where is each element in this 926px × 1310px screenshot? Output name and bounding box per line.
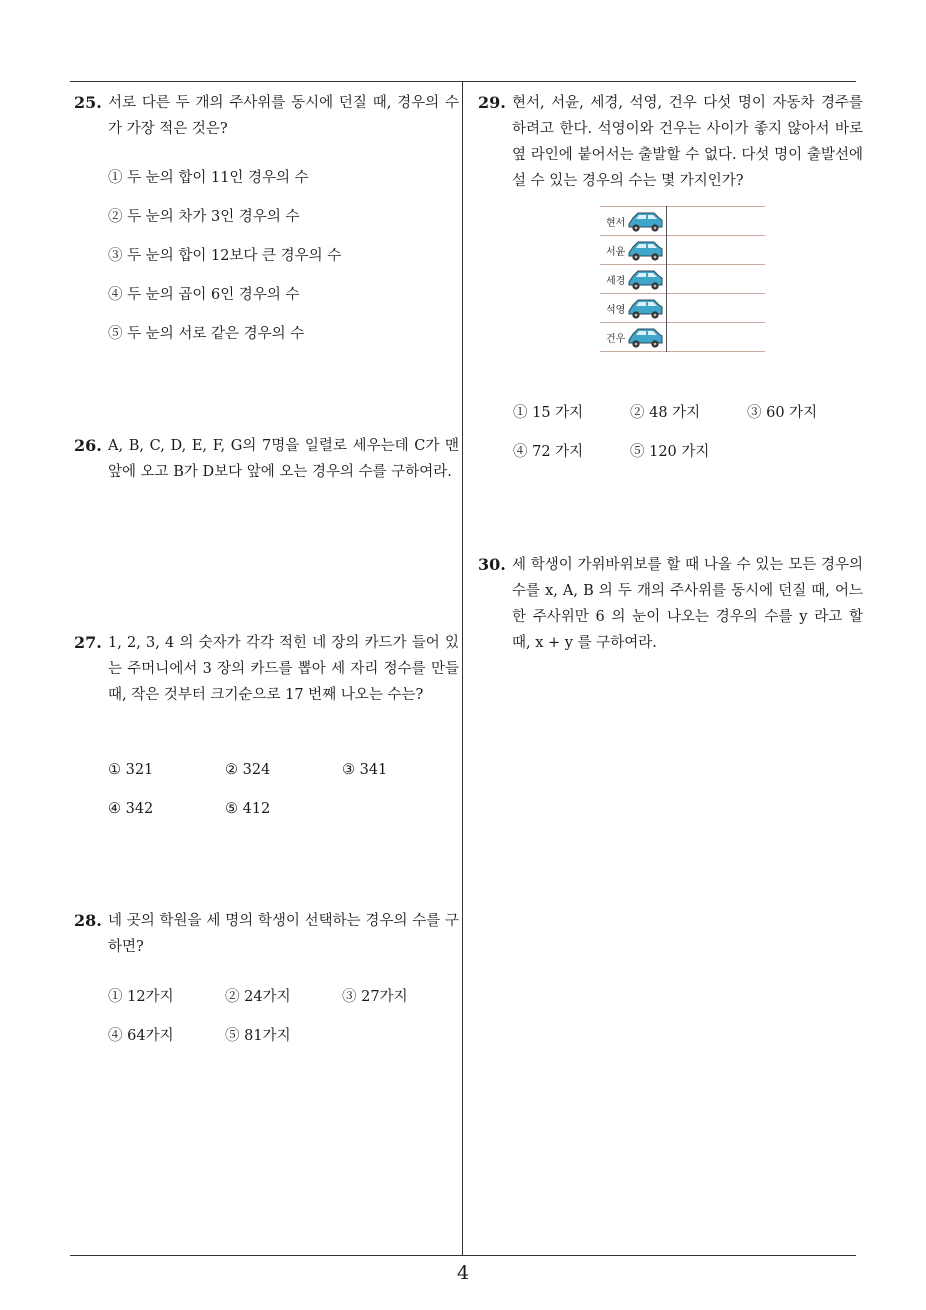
choice-3[interactable]: ③ 27가지	[342, 989, 408, 1005]
question-number: 27.	[74, 633, 102, 652]
choice-2[interactable]: ② 두 눈의 차가 3인 경우의 수	[108, 209, 300, 225]
question-stem: 네 곳의 학원을 세 명의 학생이 선택하는 경우의 수를 구하면?	[108, 913, 459, 955]
question-number: 26.	[74, 436, 102, 455]
page-number: 4	[456, 1262, 470, 1284]
question-29	[478, 90, 863, 194]
question-number: 29.	[478, 93, 506, 112]
choice-2[interactable]: ② 324	[225, 762, 271, 778]
question-27	[74, 630, 459, 708]
choice-4[interactable]: ④ 64가지	[108, 1028, 174, 1044]
lane-row	[600, 294, 765, 322]
racer-name: 건우	[606, 334, 626, 345]
car-icon	[626, 296, 664, 320]
question-28	[74, 908, 459, 960]
choice-4[interactable]: ④ 342	[108, 801, 154, 817]
question-stem: A, B, C, D, E, F, G의 7명을 일렬로 세우는데 C가 맨 앞에 오고 B가 D보다 앞에 오는 경우의 수를 구하여라.	[108, 438, 459, 480]
choice-2[interactable]: ② 24가지	[225, 989, 291, 1005]
choice-1[interactable]: ① 15 가지	[513, 405, 584, 421]
column-divider	[462, 82, 463, 1255]
question-stem: 세 학생이 가위바위보를 할 때 나올 수 있는 모든 경우의 수를 x, A, B 의 두 개의 주사위를 동시에 던질 때, 어느 한 주사위만 6 의 눈이 나오는 경우의 수를 y 라고 할 때, x + y 를 구하여라.	[512, 557, 863, 651]
question-30	[478, 552, 863, 656]
car-icon	[626, 325, 664, 349]
choice-1[interactable]: ① 두 눈의 합이 11인 경우의 수	[108, 170, 309, 186]
question-25	[74, 90, 459, 142]
lane-row	[600, 236, 765, 264]
top-rule	[70, 81, 856, 82]
car-icon	[626, 267, 664, 291]
race-lane-figure	[600, 206, 765, 352]
racer-name: 석영	[606, 305, 626, 316]
choice-5[interactable]: ⑤ 81가지	[225, 1028, 291, 1044]
choice-4[interactable]: ④ 72 가지	[513, 444, 584, 460]
question-number: 25.	[74, 93, 102, 112]
choice-3[interactable]: ③ 두 눈의 합이 12보다 큰 경우의 수	[108, 248, 342, 264]
question-stem: 서로 다른 두 개의 주사위를 동시에 던질 때, 경우의 수가 가장 적은 것은?	[108, 95, 459, 137]
choice-5[interactable]: ⑤ 412	[225, 801, 271, 817]
bottom-rule	[70, 1255, 856, 1256]
choice-5[interactable]: ⑤ 두 눈의 서로 같은 경우의 수	[108, 326, 305, 342]
choice-3[interactable]: ③ 60 가지	[747, 405, 818, 421]
car-icon	[626, 209, 664, 233]
racer-name: 세경	[606, 276, 626, 287]
lane-row	[600, 265, 765, 293]
choice-3[interactable]: ③ 341	[342, 762, 388, 778]
question-26	[74, 433, 459, 485]
lane-line	[600, 351, 765, 352]
question-stem: 1, 2, 3, 4 의 숫자가 각각 적힌 네 장의 카드가 들어 있는 주머니에서 3 장의 카드를 뽑아 세 자리 정수를 만들 때, 작은 것부터 크기순으로 17 번째 나오는 수는?	[108, 635, 459, 703]
lane-row	[600, 323, 765, 351]
car-icon	[626, 238, 664, 262]
choice-1[interactable]: ① 321	[108, 762, 154, 778]
choice-4[interactable]: ④ 두 눈의 곱이 6인 경우의 수	[108, 287, 300, 303]
choice-1[interactable]: ① 12가지	[108, 989, 174, 1005]
question-number: 30.	[478, 555, 506, 574]
racer-name: 서윤	[606, 247, 626, 258]
choice-2[interactable]: ② 48 가지	[630, 405, 701, 421]
question-number: 28.	[74, 911, 102, 930]
lane-row	[600, 207, 765, 235]
racer-name: 현서	[606, 218, 626, 229]
choice-5[interactable]: ⑤ 120 가지	[630, 444, 710, 460]
question-stem: 현서, 서윤, 세경, 석영, 건우 다섯 명이 자동차 경주를 하려고 한다. 석영이와 건우는 사이가 좋지 않아서 바로 옆 라인에 붙어서는 출발할 수 없다. 다섯 명이 출발선에 설 수 있는 경우의 수는 몇 가지인가?	[512, 95, 863, 189]
